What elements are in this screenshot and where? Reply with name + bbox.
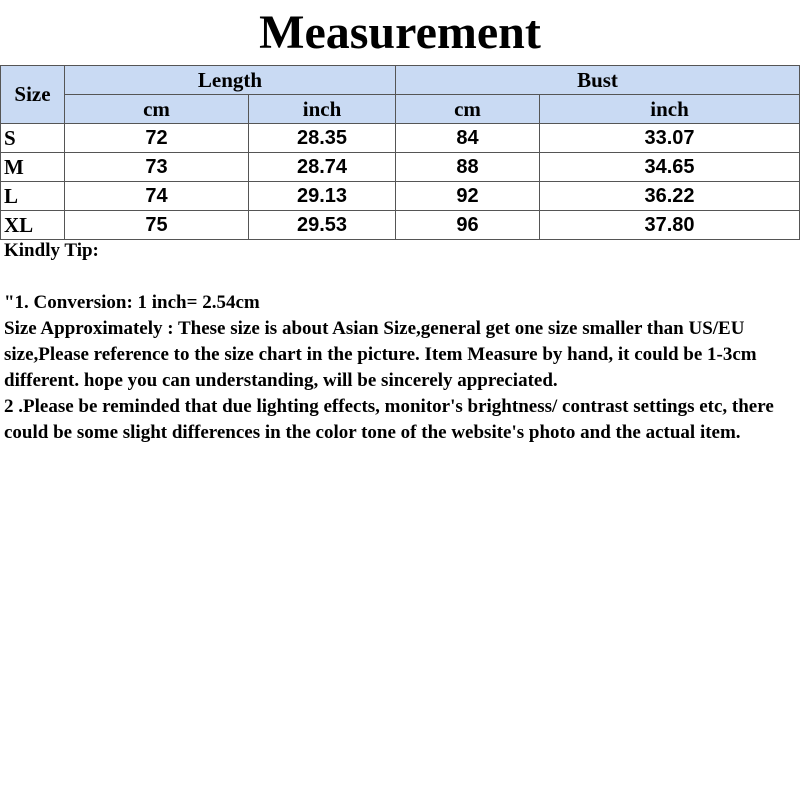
color-reminder-note: 2 .Please be reminded that due lighting effects, monitor's brightness/ contrast settings etc, there could be some slight differences in the color tone of the website's photo and the actual item. xyxy=(4,396,774,443)
table-row xyxy=(1,211,800,240)
bust-inch-cell: 33.07 xyxy=(540,124,800,153)
notes-section xyxy=(4,238,796,446)
length-cm-cell: 72 xyxy=(65,124,249,153)
length-inch-cell: 29.53 xyxy=(249,211,396,240)
table-row xyxy=(1,153,800,182)
size-cell: L xyxy=(1,182,65,211)
length-cm-cell: 74 xyxy=(65,182,249,211)
length-cm-cell: 75 xyxy=(65,211,249,240)
table-row xyxy=(1,124,800,153)
length-inch-cell: 29.13 xyxy=(249,182,396,211)
bust-group-header: Bust xyxy=(396,66,800,95)
length-group-header: Length xyxy=(65,66,396,95)
bust-inch-cell: 34.65 xyxy=(540,153,800,182)
length-cm-cell: 73 xyxy=(65,153,249,182)
size-approx-note: Size Approximately : These size is about Asian Size,general get one size smaller than US/EU size,Please reference to the size chart in the picture. Item Measure by hand, it could be 1-3cm different. hope you can understanding, will be sincerely appreciated. xyxy=(4,318,757,391)
bust-inch-cell: 36.22 xyxy=(540,182,800,211)
bust-cm-cell: 92 xyxy=(396,182,540,211)
size-chart-table xyxy=(0,65,800,240)
bust-cm-header: cm xyxy=(396,95,540,124)
size-cell: XL xyxy=(1,211,65,240)
table-header-row xyxy=(1,66,800,95)
bust-cm-cell: 96 xyxy=(396,211,540,240)
bust-cm-cell: 88 xyxy=(396,153,540,182)
size-column-header: Size xyxy=(1,66,65,124)
length-inch-header: inch xyxy=(249,95,396,124)
size-cell: M xyxy=(1,153,65,182)
conversion-note: "1. Conversion: 1 inch= 2.54cm xyxy=(4,292,260,313)
notes-spacer xyxy=(4,264,796,290)
table-unit-row xyxy=(1,95,800,124)
bust-cm-cell: 84 xyxy=(396,124,540,153)
bust-inch-header: inch xyxy=(540,95,800,124)
table-row xyxy=(1,182,800,211)
tip-heading: Kindly Tip: xyxy=(4,240,99,261)
length-cm-header: cm xyxy=(65,95,249,124)
page-title: Measurement xyxy=(259,5,541,59)
length-inch-cell: 28.35 xyxy=(249,124,396,153)
size-cell: S xyxy=(1,124,65,153)
length-inch-cell: 28.74 xyxy=(249,153,396,182)
bust-inch-cell: 37.80 xyxy=(540,211,800,240)
